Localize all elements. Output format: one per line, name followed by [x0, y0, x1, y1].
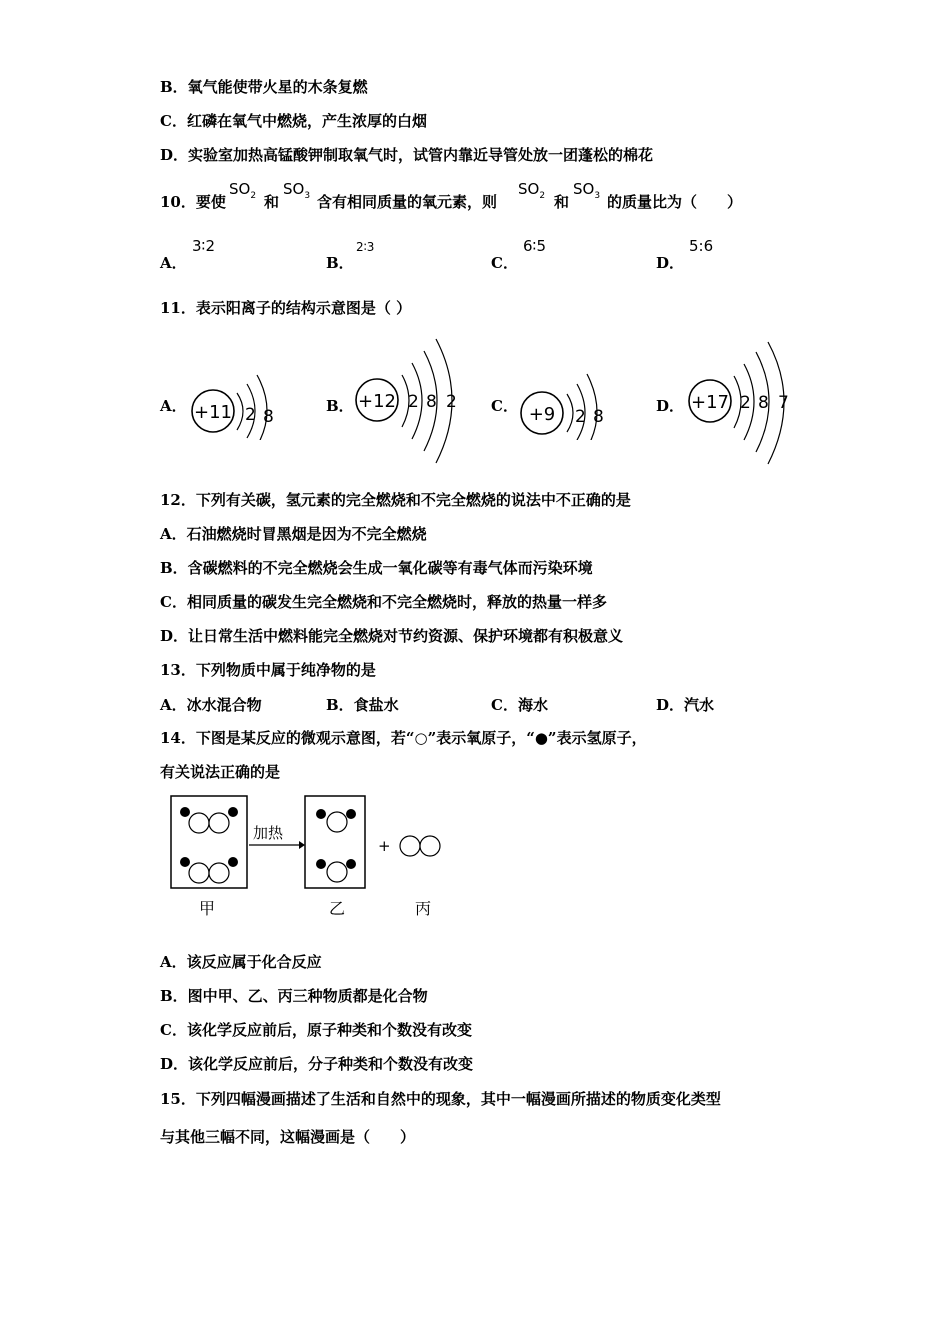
- formula-so3-second: $SO_3$: [573, 180, 601, 201]
- shell-electrons: 2: [740, 393, 751, 413]
- nucleus-charge: +17: [691, 392, 729, 413]
- q12-option-a: A．石油燃烧时冒黑烟是因为不完全燃烧: [160, 525, 427, 543]
- reaction-diagram: [165, 790, 455, 925]
- shell-electrons: 8: [263, 407, 274, 427]
- nucleus-charge: +11: [194, 402, 232, 423]
- formula-so3: $SO_3$: [283, 180, 311, 201]
- q13-option-d: D．汽水: [656, 696, 715, 714]
- q14-option-a: A．该反应属于化合反应: [160, 953, 322, 971]
- q15-stem-line2: 与其他三幅不同，这幅漫画是（ ）: [160, 1128, 416, 1146]
- q14-option-d: D．该化学反应前后，分子种类和个数没有改变: [160, 1055, 474, 1073]
- heat-label: 加热: [253, 824, 284, 842]
- nucleus-charge: +9: [528, 404, 556, 425]
- shell-electrons: 8: [593, 407, 604, 427]
- q12-option-c: C．相同质量的碳发生完全燃烧和不完全燃烧时，释放的热量一样多: [160, 593, 607, 611]
- shell-electrons: 2: [408, 392, 419, 412]
- q11-stem: 11．表示阳离子的结构示意图是（ ）: [160, 299, 412, 317]
- q10-suffix: 的质量比为（ ）: [607, 193, 743, 211]
- q13-option-a: A．冰水混合物: [160, 696, 262, 714]
- atom-diagram-a: [185, 360, 285, 440]
- q10-option-d-value: 5:6: [689, 237, 714, 255]
- q12-option-b: B．含碳燃料的不完全燃烧会生成一氧化碳等有毒气体而污染环境: [160, 559, 593, 577]
- q10-option-c-value: 6∶5: [523, 237, 546, 255]
- label-yi: 乙: [328, 899, 346, 918]
- q10-option-b-label: B．: [326, 254, 354, 272]
- shell-electrons: 7: [778, 393, 789, 413]
- q9-option-c: C．红磷在氧气中燃烧，产生浓厚的白烟: [160, 112, 427, 130]
- q14-option-b: B．图中甲、乙、丙三种物质都是化合物: [160, 987, 428, 1005]
- q10-option-a-value: 3∶2: [192, 237, 215, 255]
- shell-electrons: 2: [245, 405, 256, 425]
- q14-stem-line2: 有关说法正确的是: [160, 763, 281, 781]
- q10-and-1: 和: [264, 193, 280, 211]
- q10-option-d-label: D．: [656, 254, 685, 272]
- shell-electrons: 2: [446, 392, 457, 412]
- q10-mid: 含有相同质量的氧元素，则: [317, 193, 498, 211]
- q13-option-c: C．海水: [491, 696, 548, 714]
- q11-option-a-label: A．: [160, 397, 187, 415]
- label-bing: 丙: [414, 899, 432, 918]
- q10-prefix: 10．要使: [160, 193, 226, 211]
- q14-stem-line1: 14．下图是某反应的微观示意图，若“○”表示氧原子，“●”表示氢原子，: [160, 729, 647, 747]
- formula-so2: $SO_2$: [229, 180, 257, 201]
- q10-option-c-label: C．: [491, 254, 518, 272]
- plus-sign: +: [378, 837, 391, 855]
- atom-diagram-b: [350, 335, 480, 465]
- q10-option-b-value: 2∶3: [356, 240, 375, 254]
- q11-option-b-label: B．: [326, 397, 354, 415]
- q13-stem: 13．下列物质中属于纯净物的是: [160, 661, 376, 679]
- atom-diagram-d: [682, 338, 807, 468]
- shell-electrons: 8: [426, 392, 437, 412]
- q9-option-b: B．氧气能使带火星的木条复燃: [160, 78, 368, 96]
- shell-electrons: 2: [575, 407, 586, 427]
- q12-option-d: D．让日常生活中燃料能完全燃烧对节约资源、保护环境都有积极意义: [160, 627, 624, 645]
- q11-option-d-label: D．: [656, 397, 685, 415]
- q10-and-2: 和: [554, 193, 570, 211]
- nucleus-charge: +12: [358, 391, 396, 412]
- q15-stem-line1: 15．下列四幅漫画描述了生活和自然中的现象，其中一幅漫画所描述的物质变化类型: [160, 1090, 721, 1108]
- q13-option-b: B．食盐水: [326, 696, 399, 714]
- oxygen-molecule: [400, 836, 420, 856]
- q10-option-a-label: A．: [160, 254, 187, 272]
- label-jia: 甲: [198, 899, 216, 918]
- q12-stem: 12．下列有关碳，氢元素的完全燃烧和不完全燃烧的说法中不正确的是: [160, 491, 631, 509]
- shell-electrons: 8: [758, 393, 769, 413]
- formula-so2-second: $SO_2$: [518, 180, 546, 201]
- q9-option-d: D．实验室加热高锰酸钾制取氧气时，试管内靠近导管处放一团蓬松的棉花: [160, 146, 654, 164]
- atom-diagram-c: [515, 360, 615, 440]
- q14-option-c: C．该化学反应前后，原子种类和个数没有改变: [160, 1021, 472, 1039]
- q11-option-c-label: C．: [491, 397, 518, 415]
